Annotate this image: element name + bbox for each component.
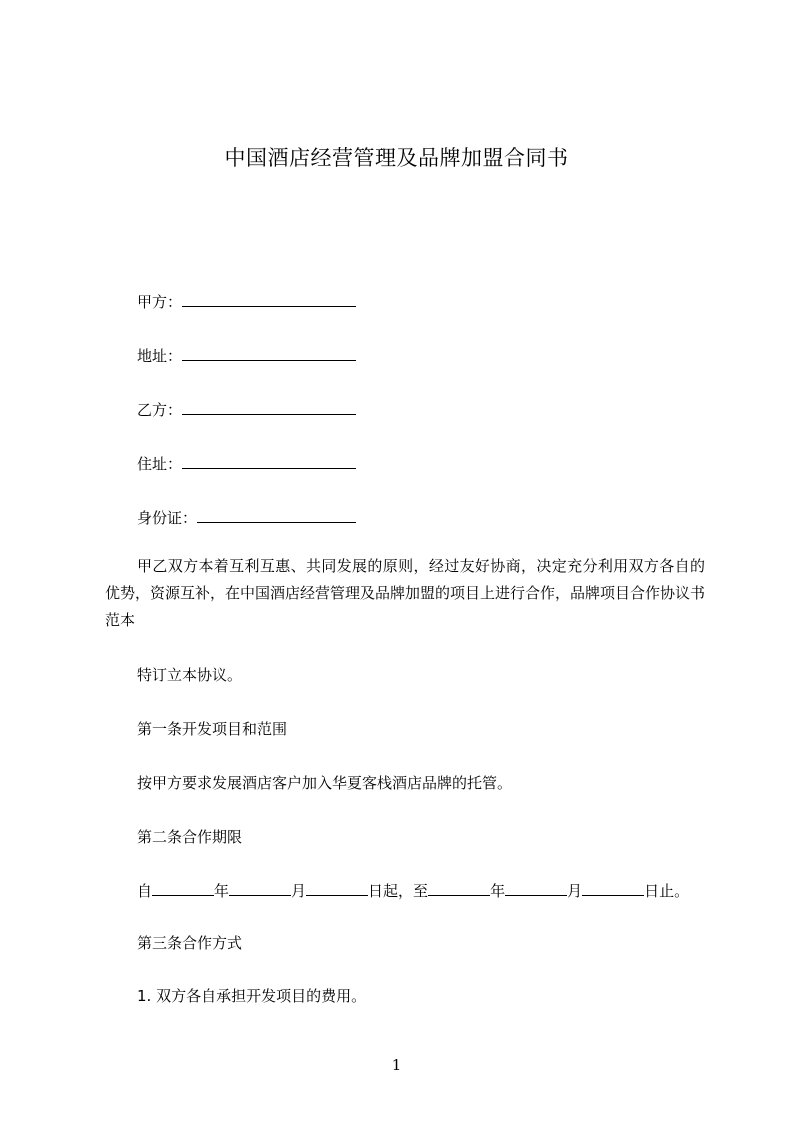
residence-line (137, 453, 356, 474)
article1-text: 按甲方要求发展酒店客户加入华夏客栈酒店品牌的托管。 (137, 774, 513, 792)
id-label: 身份证： (137, 509, 198, 527)
term-line (137, 880, 689, 901)
term-from: 自 (137, 882, 153, 900)
term-end-day-blank[interactable] (582, 880, 644, 896)
residence-label: 住址： (137, 455, 183, 473)
term-start-month-blank[interactable] (229, 880, 291, 896)
party-b-blank[interactable] (182, 399, 356, 415)
id-blank[interactable] (197, 507, 356, 523)
agreement-line: 特订立本协议。 (137, 666, 243, 684)
term-year2: 年 (490, 882, 506, 900)
term-year: 年 (214, 882, 230, 900)
page-number: 1 (391, 1056, 402, 1074)
term-start-day-blank[interactable] (306, 880, 368, 896)
intro-paragraph: 甲乙双方本着互利互惠、共同发展的原则，经过友好协商，决定充分利用双方各自的优势，资源互补，在中国酒店经营管理及品牌加盟的项目上进行合作，品牌项目合作协议书范本 (105, 557, 706, 629)
article1-heading: 第一条开发项目和范围 (137, 720, 288, 738)
id-line (137, 507, 356, 528)
document-title: 中国酒店经营管理及品牌加盟合同书 (224, 146, 569, 170)
address-label: 地址： (137, 347, 183, 365)
address-blank[interactable] (182, 345, 356, 361)
party-a-label: 甲方： (137, 293, 183, 311)
term-month: 月 (291, 882, 307, 900)
article3-item1: 1. 双方各自承担开发项目的费用。 (137, 987, 367, 1005)
term-start-year-blank[interactable] (152, 880, 214, 896)
article2-heading: 第二条合作期限 (137, 828, 243, 846)
address-line (137, 345, 356, 366)
term-day-from: 日起，至 (368, 882, 429, 900)
term-day-end: 日止。 (644, 882, 690, 900)
party-b-label: 乙方： (137, 401, 183, 419)
article3-heading: 第三条合作方式 (137, 934, 243, 952)
party-a-line (137, 291, 356, 312)
party-b-line (137, 399, 356, 420)
term-end-month-blank[interactable] (505, 880, 567, 896)
residence-blank[interactable] (182, 453, 356, 469)
party-a-blank[interactable] (182, 291, 356, 307)
term-month2: 月 (567, 882, 583, 900)
term-end-year-blank[interactable] (428, 880, 490, 896)
